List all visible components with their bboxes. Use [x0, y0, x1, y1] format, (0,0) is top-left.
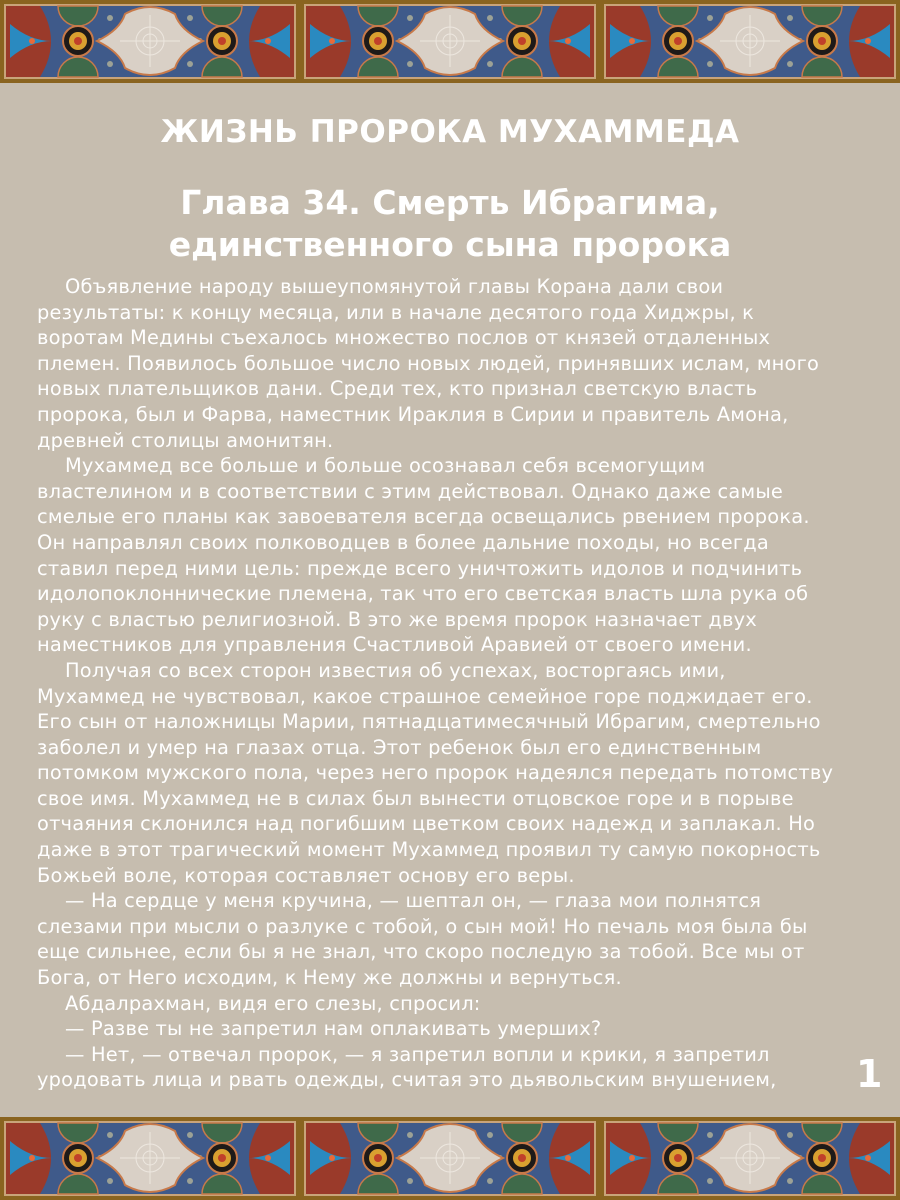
text-line: даже в этот трагический момент Мухаммед проявил ту самую покорность: [37, 838, 821, 862]
text-line: заболел и умер на глазах отца. Этот ребенок был его единственным: [37, 735, 762, 759]
paragraph: [37, 658, 887, 888]
text-line: Он направлял своих полководцев в более дальние походы, но всегда: [37, 530, 769, 554]
text-line: ставил перед ними цель: прежде всего уничтожить идолов и подчинить: [37, 556, 803, 580]
text-line: уродовать лица и рвать одежды, считая это дьявольским внушением,: [37, 1068, 777, 1092]
text-line: Объявление народу вышеупомянутой главы Корана дали свои: [65, 275, 724, 298]
top-ornamental-border: [0, 0, 900, 83]
ornament-panel: [600, 1117, 900, 1200]
text-line: свое имя. Мухаммед не в силах был вынести отцовское горе и в порыве: [37, 786, 794, 810]
text-line: результаты: к концу месяца, или в начале десятого года Хиджры, к: [37, 300, 755, 324]
book-title: ЖИЗНЬ ПРОРОКА МУХАММЕДА: [160, 114, 740, 150]
paragraph: [37, 991, 887, 1017]
text-line: Божьей воле, которая составляет основу его веры.: [37, 863, 575, 887]
text-line: древней столицы амонитян.: [37, 428, 334, 452]
bottom-ornamental-border: [0, 1117, 900, 1200]
ornament-panel: [600, 0, 900, 83]
ornament-panel: [0, 1117, 300, 1200]
text-line: — Разве ты не запретил нам оплакивать умерших?: [65, 1017, 602, 1041]
ornament-panel: [300, 0, 600, 83]
text-line: еще сильнее, если бы я не знал, что скоро последую за тобой. Все мы от: [37, 940, 805, 964]
text-line: смелые его планы как завоевателя всегда освещались рвением пророка.: [37, 505, 810, 529]
text-line: идолопоклоннические племена, так что его светская власть шла рука об: [37, 582, 809, 606]
page-number: 1: [856, 1052, 883, 1096]
text-line: Получая со всех сторон известия об успехах, восторгаясь ими,: [65, 658, 726, 682]
ornament-panel: [0, 0, 300, 83]
text-line: Мухаммед все больше и больше осознавал себя всемогущим: [65, 454, 706, 478]
text-line: руку с властью религиозной. В это же время пророк назначает двух: [37, 607, 757, 631]
text-line: — На сердце у меня кручина, — шептал он, — глаза мои полнятся: [65, 889, 762, 913]
text-line: новых плательщиков дани. Среди тех, кто признал светскую власть: [37, 377, 758, 401]
text-line: — Нет, — отвечал пророк, — я запретил вопли и крики, я запретил: [65, 1042, 770, 1066]
text-line: племен. Появилось большое число новых людей, принявших ислам, много: [37, 351, 820, 375]
paragraph: [37, 1042, 887, 1093]
text-line: Бога, от Него исходим, к Нему же должны и вернуться.: [37, 966, 622, 990]
text-line: воротам Медины съехалось множество послов от князей отдаленных: [37, 326, 771, 350]
ornament-panel: [300, 1117, 600, 1200]
chapter-title-line: единственного сына пророка: [168, 225, 732, 264]
text-line: слезами при мысли о разлуке с тобой, о сын мой! Но печаль моя была бы: [37, 914, 808, 938]
paragraph: [37, 1016, 887, 1042]
chapter-title: [0, 182, 900, 266]
paragraph: [37, 888, 887, 990]
text-line: наместников для управления Счастливой Аравией от своего имени.: [37, 633, 752, 657]
text-line: отчаяния склонился над погибшим цветком своих надежд и заплакал. Но: [37, 812, 816, 836]
text-line: пророка, был и Фарва, наместник Ираклия в Сирии и правитель Амона,: [37, 402, 789, 426]
paragraph: [37, 274, 887, 453]
text-line: Мухаммед не чувствовал, какое страшное семейное горе поджидает его.: [37, 684, 813, 708]
chapter-title-line: Глава 34. Смерть Ибрагима,: [180, 183, 720, 222]
text-line: властелином и в соответствии с этим действовал. Однако даже самые: [37, 479, 783, 503]
chapter-body-text: [37, 274, 887, 1093]
text-line: потомком мужского пола, через него пророк надеялся передать потомству: [37, 761, 834, 785]
paragraph: [37, 453, 887, 658]
text-line: Его сын от наложницы Марии, пятнадцатимесячный Ибрагим, смертельно: [37, 710, 821, 734]
text-line: Абдалрахман, видя его слезы, спросил:: [65, 991, 481, 1015]
